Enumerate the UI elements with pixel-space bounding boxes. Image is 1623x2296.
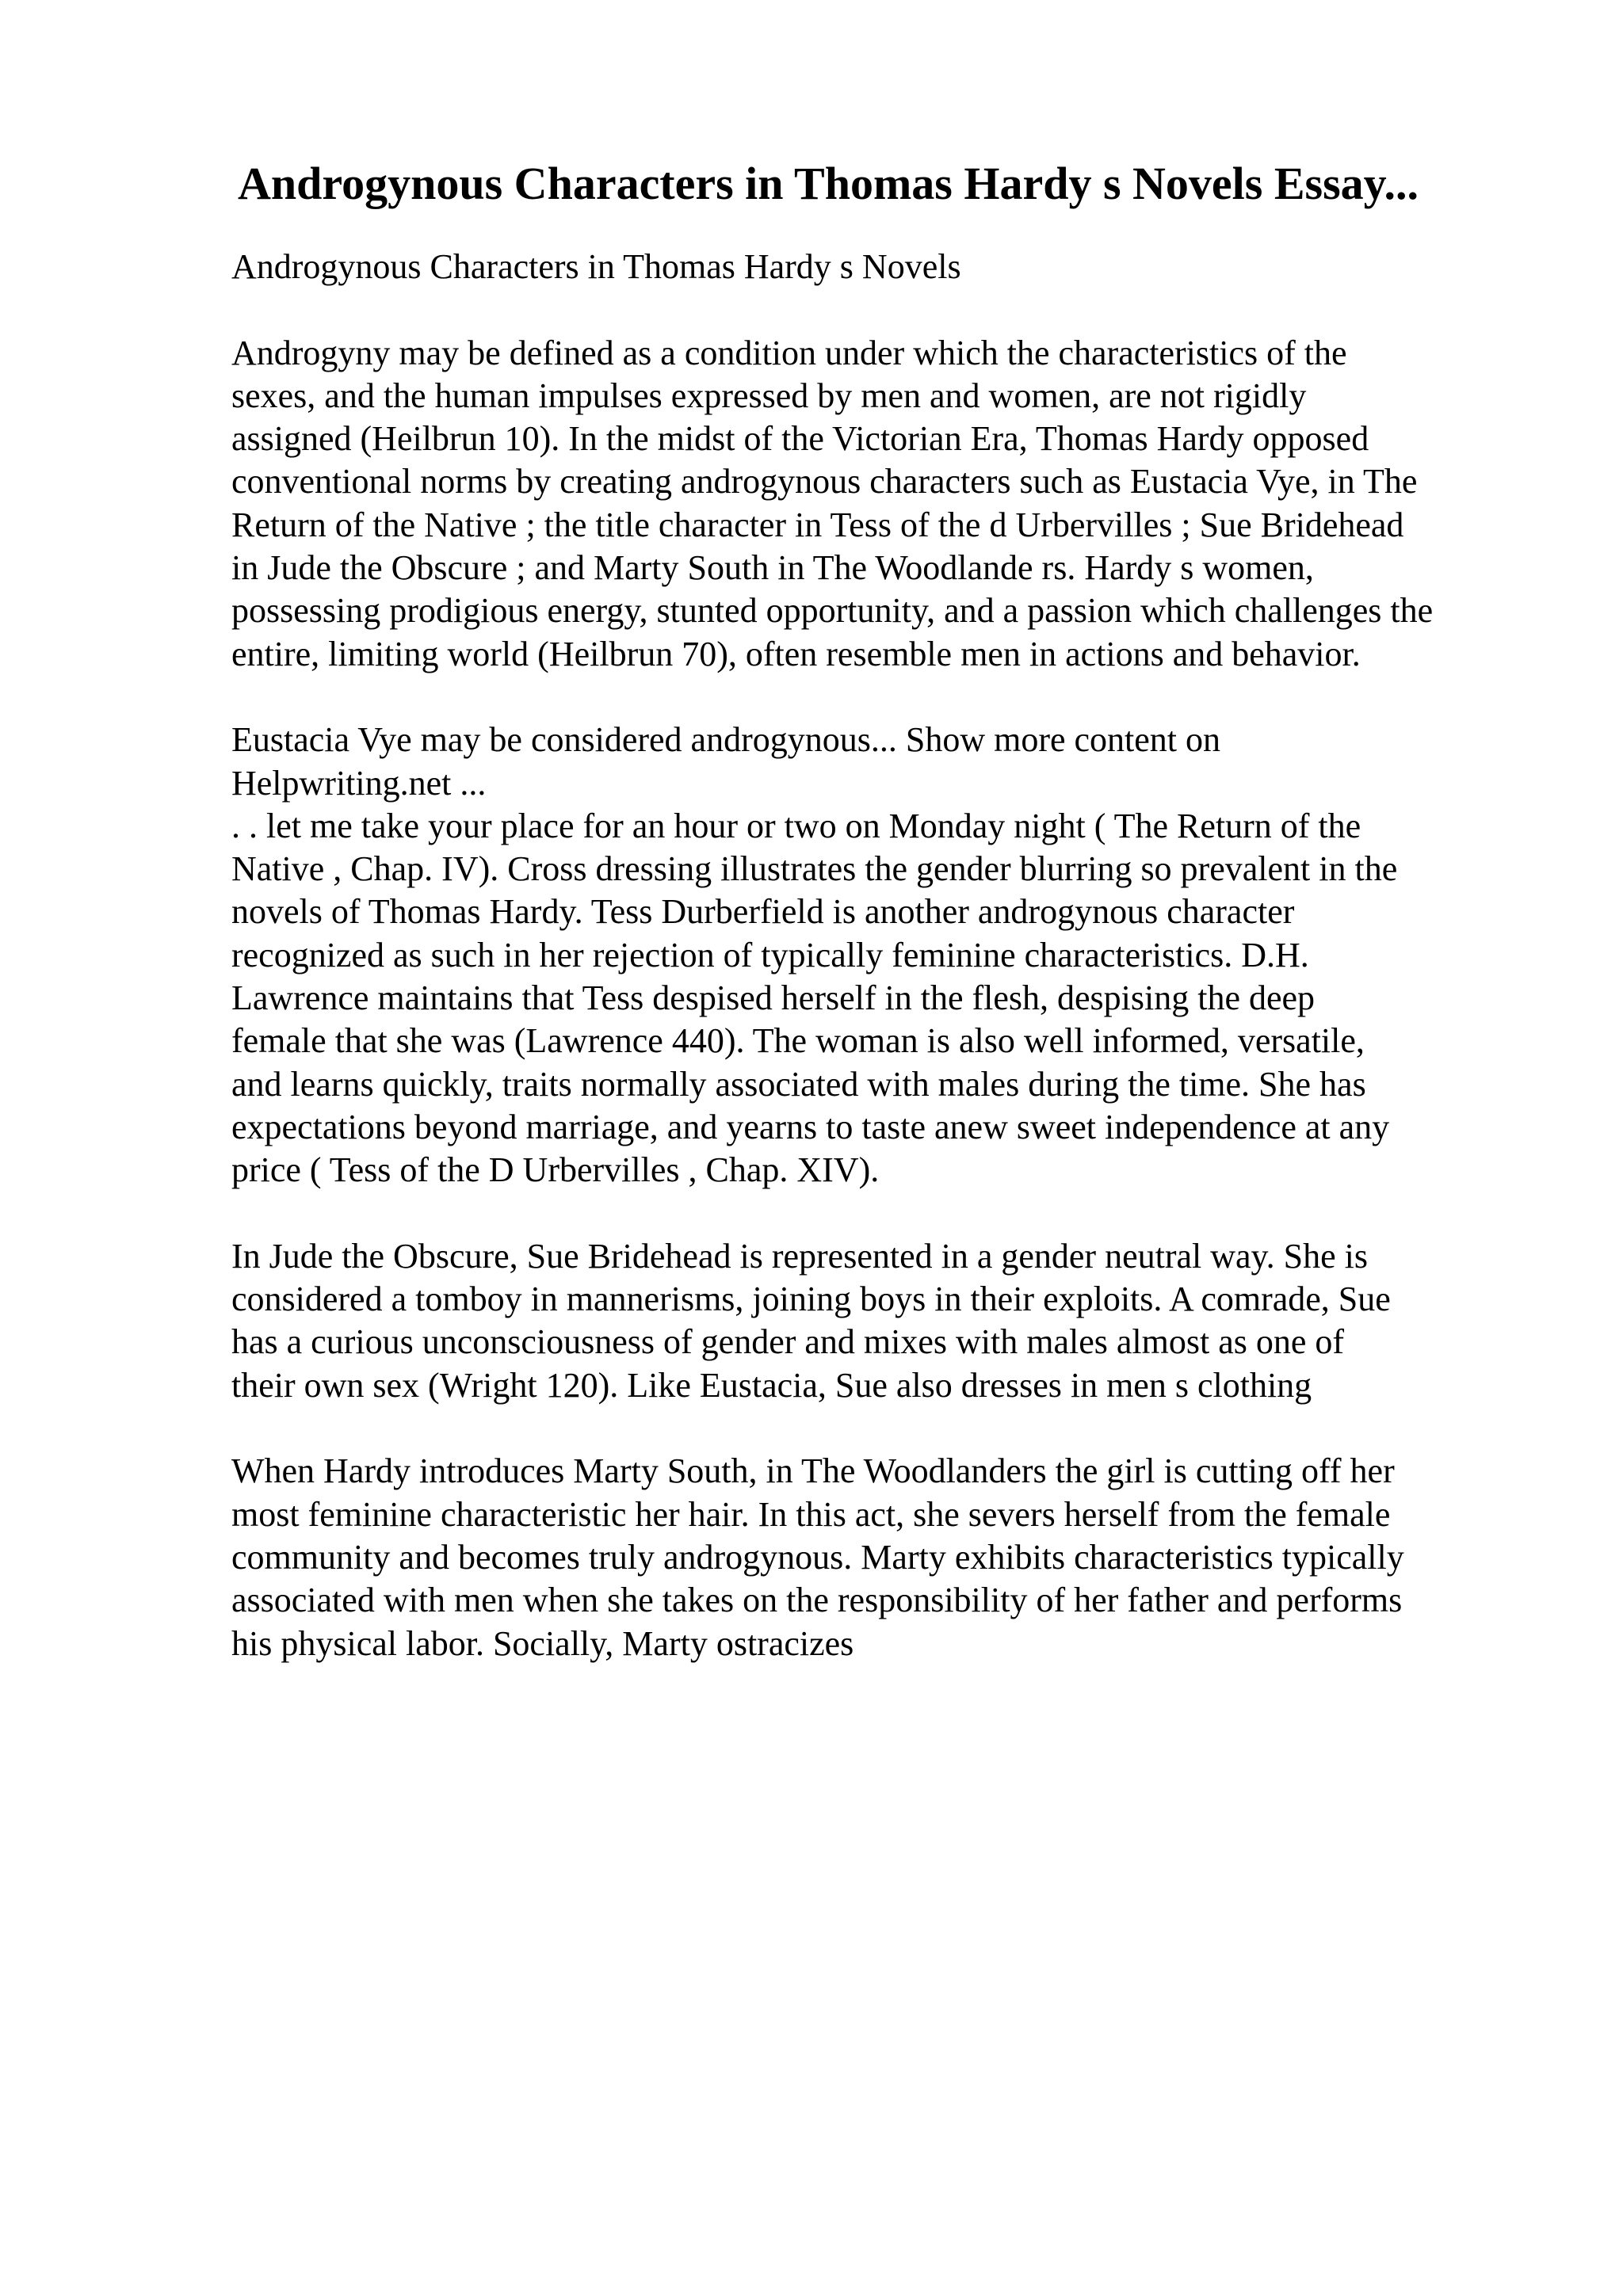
page-title: Androgynous Characters in Thomas Hardy s Novels Essay... — [238, 158, 1419, 209]
paragraph-line: assigned (Heilbrun 10). In the midst of the Victorian Era, Thomas Hardy opposed — [231, 419, 1369, 459]
paragraph-line: their own sex (Wright 120). Like Eustacia, Sue also dresses in men s clothing — [231, 1365, 1312, 1405]
paragraph-line: Return of the Native ; the title character in Tess of the d Urbervilles ; Sue Bridehead — [231, 505, 1404, 544]
paragraph-1 — [231, 332, 1531, 676]
paragraph-line: . . let me take your place for an hour or two on Monday night ( The Return of the — [231, 806, 1361, 845]
essay-body — [231, 246, 1531, 1665]
paragraph-line: possessing prodigious energy, stunted opportunity, and a passion which challenges the — [231, 591, 1434, 631]
paragraph-4 — [231, 1450, 1531, 1665]
paragraph-2 — [231, 719, 1531, 1192]
paragraph-line: associated with men when she takes on the responsibility of her father and performs — [231, 1581, 1403, 1620]
paragraph-line: his physical labor. Socially, Marty ostracizes — [231, 1623, 854, 1663]
paragraph-line: expectations beyond marriage, and yearns to taste anew sweet independence at any — [231, 1107, 1390, 1146]
paragraph-line: Helpwriting.net ... — [231, 763, 487, 803]
paragraph-line: sexes, and the human impulses expressed by men and women, are not rigidly — [231, 376, 1307, 415]
paragraph-line: in Jude the Obscure ; and Marty South in The Woodlande rs. Hardy s women, — [231, 548, 1314, 588]
paragraph-line: most feminine characteristic her hair. In this act, she severs herself from the female — [231, 1494, 1391, 1534]
paragraph-line: Eustacia Vye may be considered androgynous... Show more content on — [231, 720, 1221, 760]
paragraph-line: Native , Chap. IV). Cross dressing illustrates the gender blurring so prevalent in the — [231, 849, 1398, 889]
paragraph-line: Lawrence maintains that Tess despised herself in the flesh, despising the deep — [231, 978, 1316, 1018]
essay-subtitle: Androgynous Characters in Thomas Hardy s Novels — [231, 247, 961, 286]
paragraph-gap — [231, 288, 1531, 331]
paragraph-line: has a curious unconsciousness of gender and mixes with males almost as one of — [231, 1322, 1345, 1362]
paragraph-line: price ( Tess of the D Urbervilles , Chap. XIV). — [231, 1150, 880, 1190]
paragraph-line: and learns quickly, traits normally associated with males during the time. She has — [231, 1064, 1366, 1104]
paragraph-line: novels of Thomas Hardy. Tess Durberfield is another androgynous character — [231, 892, 1295, 932]
paragraph-line: Androgyny may be defined as a condition under which the characteristics of the — [231, 333, 1347, 372]
paragraph-3 — [231, 1235, 1531, 1407]
paragraph-gap — [231, 1407, 1531, 1450]
paragraph-gap — [231, 676, 1531, 719]
paragraph-line: entire, limiting world (Heilbrun 70), often resemble men in actions and behavior. — [231, 634, 1361, 673]
paragraph-line: recognized as such in her rejection of typically feminine characteristics. D.H. — [231, 935, 1309, 974]
paragraph-line: community and becomes truly androgynous. Marty exhibits characteristics typically — [231, 1537, 1404, 1577]
paragraph-gap — [231, 1192, 1531, 1235]
paragraph-line: conventional norms by creating androgynous characters such as Eustacia Vye, in The — [231, 462, 1418, 502]
paragraph-line: In Jude the Obscure, Sue Bridehead is represented in a gender neutral way. She is — [231, 1236, 1369, 1276]
paragraph-line: When Hardy introduces Marty South, in The Woodlanders the girl is cutting off her — [231, 1451, 1395, 1491]
paragraph-line: considered a tomboy in mannerisms, joining boys in their exploits. A comrade, Sue — [231, 1280, 1391, 1319]
paragraph-line: female that she was (Lawrence 440). The woman is also well informed, versatile, — [231, 1021, 1365, 1061]
